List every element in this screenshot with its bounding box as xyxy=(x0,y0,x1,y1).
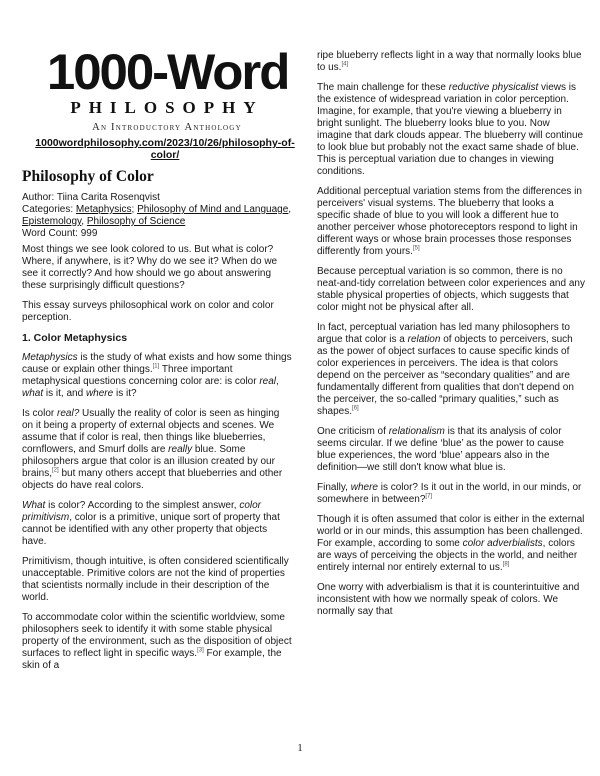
paragraph: In fact, perceptual variation has led many philosophers to argue that color is a relation of objects to perceivers, such as the power of object surfaces to cause specific kinds of color experiences in perceivers. The idea is that colors depend on the perceiver as “secondary qualities” and are fundamentally different from qualities that don't depend on the perceiver, the so-called “primary qualities,” such as shapes.[6] xyxy=(317,322,574,417)
category-link-science[interactable]: Philosophy of Science xyxy=(86,216,186,227)
paragraph: To accommodate color within the scientific worldview, some philosophers seek to identify it with some stable physical property of the environment, such as the disposition of object surfaces to reflect light in specific ways.[3] For example, the skin of a xyxy=(22,612,292,671)
left-column xyxy=(22,244,292,680)
author-line: Author: Tiina Carita Rosenqvist xyxy=(22,192,160,203)
word-count: Word Count: 999 xyxy=(22,228,98,239)
logo-subtitle: PHILOSOPHY xyxy=(70,98,264,117)
category-link-metaphysics[interactable]: Metaphysics xyxy=(75,204,132,215)
section-heading: 1. Color Metaphysics xyxy=(22,332,128,344)
footnote-ref[interactable]: [3] xyxy=(197,647,204,654)
category-link-mind-language[interactable]: Philosophy of Mind and Language xyxy=(137,204,289,215)
paragraph: Though it is often assumed that color is either in the external world or in our minds, this assumption has been challenged. For example, according to some color adverbialists, colors are ways of perceiving the objects in the world, and neither entirely internal nor entirely external to us.[8] xyxy=(317,514,585,573)
footnote-ref[interactable]: [5] xyxy=(412,245,420,252)
footnote-ref[interactable]: [8] xyxy=(502,561,510,568)
logo-title: 1000-Word xyxy=(46,44,289,100)
paragraph: One criticism of relationalism is that its analysis of color seems circular. If we define ‘blue’ as the power to cause blue experiences, the word ‘blue’ appears also in the definition—we still don't know what blue is. xyxy=(317,426,564,473)
categories-line: Categories: Metaphysics; Philosophy of Mind and Language, Epistemology, Philosophy of Science xyxy=(22,204,292,227)
page-number: 1 xyxy=(297,742,303,754)
category-link-epistemology[interactable]: Epistemology xyxy=(22,216,82,227)
footnote-ref[interactable]: [2] xyxy=(52,467,59,474)
categories-label: Categories: xyxy=(22,204,74,215)
paragraph: ripe blueberry reflects light in a way that normally looks blue to us.[4] xyxy=(317,50,582,73)
article-url-link[interactable]: 1000wordphilosophy.com/2023/10/26/philosophy-of-color/ xyxy=(35,137,295,161)
page-title: Philosophy of Color xyxy=(22,168,154,185)
paragraph: Because perceptual variation is so common, there is no neat-and-tidy correlation between color experiences and any stable physical properties of objects, which suggests that color might not be physical after all. xyxy=(317,266,585,313)
paragraph: Metaphysics is the study of what exists and how some things cause or explain other things.[1] Three important metaphysical questions concerning color are: is color real, what is it, and where is it? xyxy=(22,352,292,399)
paragraph: What is color? According to the simplest answer, color primitivism, color is a primitive, unique sort of property that cannot be identified with any other property that objects have. xyxy=(22,500,280,547)
footnote-ref[interactable]: [6] xyxy=(352,405,359,412)
article-meta xyxy=(22,192,292,240)
right-column xyxy=(317,50,585,626)
paragraph: Additional perceptual variation stems from the differences in perceivers' visual systems. The blueberry that looks a specific shade of blue to you will look a different hue to another perceiver whose photoreceptors respond to light in different ways or whose brain processes those responses differently from yours.[5] xyxy=(317,186,582,257)
paragraph: One worry with adverbialism is that it is counterintuitive and inconsistent with how we normally speak of colors. We normally say that xyxy=(317,582,580,617)
footnote-ref[interactable]: [4] xyxy=(341,61,349,68)
paragraph: Is color real? Usually the reality of color is seen as hinging on it being a property of external objects and scenes. We assume that if color is real, then things like blueberries, cornflowers, and Smurf dolls are really blue. Some philosophers argue that color is an illusion created by our brains,[2] but many others accept that blueberries and other objects do have real colors. xyxy=(22,408,283,491)
footnote-ref[interactable]: [1] xyxy=(152,363,160,370)
paragraph: Finally, where is color? Is it out in the world, in our minds, or somewhere in between?[7] xyxy=(317,482,582,505)
paragraph: Primitivism, though intuitive, is often considered scientifically unacceptable. Primitive colors are not the kind of properties that scientists normally include in their description of the world. xyxy=(22,556,289,603)
logo-tagline: An Introductory Anthology xyxy=(92,122,242,133)
paragraph: This essay surveys philosophical work on color and color perception. xyxy=(22,300,274,323)
footnote-ref[interactable]: [7] xyxy=(425,493,433,500)
paragraph: The main challenge for these reductive physicalist views is the existence of widespread variation in color perception. Imagine, for example, that you're viewing a blueberry in bright sunlight. The blueberry looks blue to you. Now imagine that dark clouds appear. The blueberry will continue to look blue but probably not the exact same shade of blue. This is perceptual variation due to changes in viewing conditions. xyxy=(317,82,584,177)
paragraph: Most things we see look colored to us. But what is color? Where, if anywhere, is it? Why do we see it? When do we see it correctly? And how should we go about answering these surprisingly difficult questions? xyxy=(22,244,278,291)
